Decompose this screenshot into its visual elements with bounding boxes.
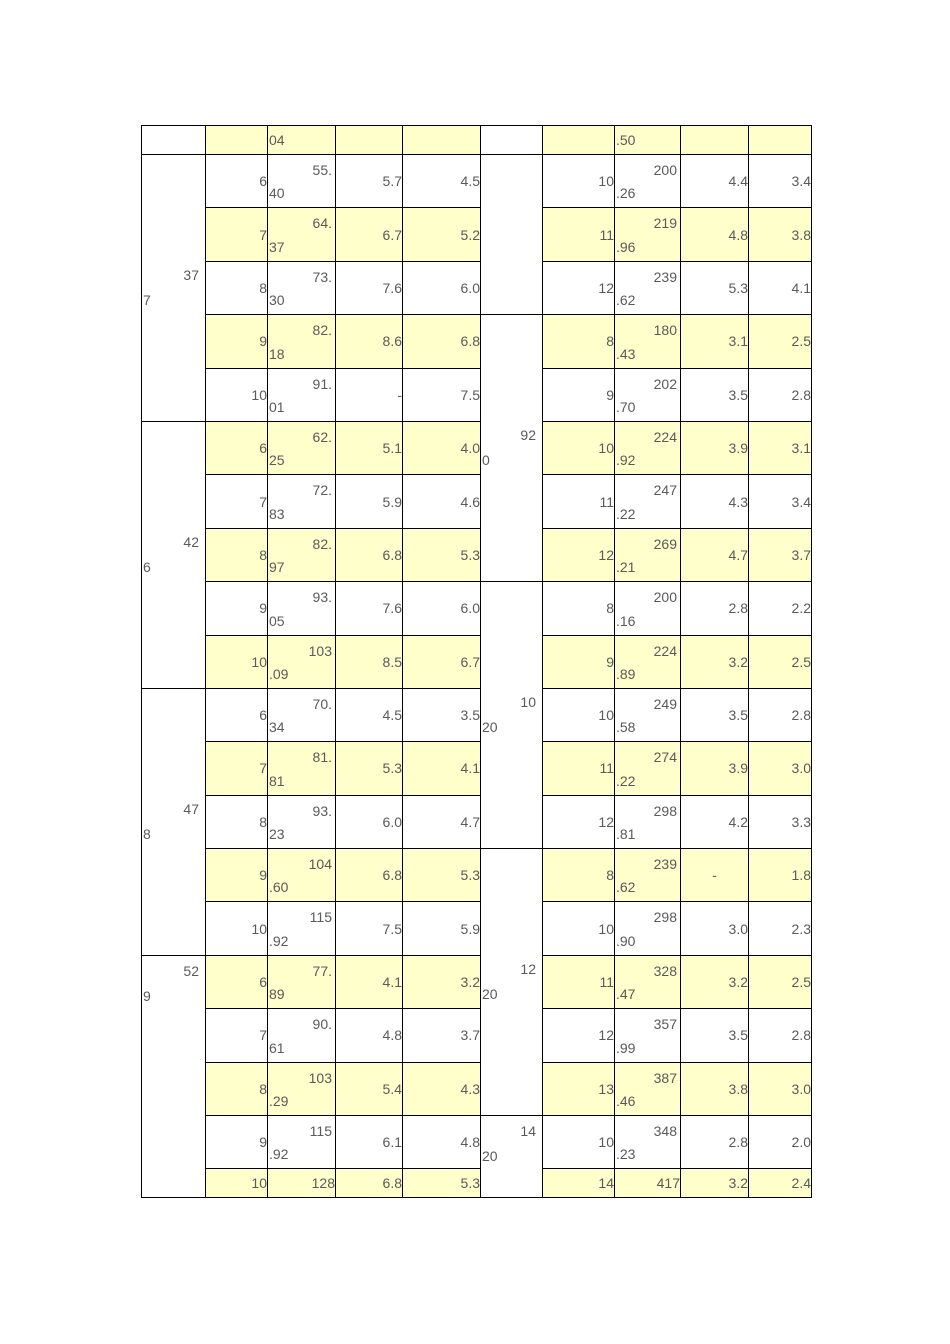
cell: 8 (206, 261, 268, 314)
cell: 3.1 (749, 421, 812, 474)
weight-cell: 72. 83 (268, 475, 336, 528)
cell: 4.1 (749, 261, 812, 314)
table-row (142, 849, 812, 902)
weight-cell: 298 .90 (615, 902, 681, 955)
cell: 3.5 (403, 688, 481, 741)
weight-cell: 224 .92 (615, 421, 681, 474)
table-row (142, 688, 812, 741)
weight-cell: 224 .89 (615, 635, 681, 688)
weight-cell: .50 (615, 126, 681, 155)
cell: 8 (206, 528, 268, 581)
group-cell: 47 8 (142, 688, 206, 955)
cell: 7 (206, 208, 268, 261)
weight-cell: 103 .09 (268, 635, 336, 688)
weight-cell: 200 .16 (615, 582, 681, 635)
cell: 6.8 (336, 528, 403, 581)
cell: 4.1 (336, 955, 403, 1008)
cell: 5.1 (336, 421, 403, 474)
group-cell: 10 20 (481, 582, 543, 849)
cell: 11 (543, 208, 615, 261)
cell: 12 (543, 795, 615, 848)
group-cell (481, 155, 543, 315)
cell: - (681, 849, 749, 902)
cell: 10 (206, 902, 268, 955)
cell: 3.7 (749, 528, 812, 581)
data-table (141, 125, 812, 1198)
cell: 2.0 (749, 1116, 812, 1169)
cell: 9 (206, 315, 268, 368)
table-row (142, 1009, 812, 1062)
cell: 6.8 (336, 849, 403, 902)
group-cell: 37 7 (142, 155, 206, 422)
weight-cell: 328 .47 (615, 955, 681, 1008)
cell: 2.8 (681, 582, 749, 635)
weight-cell: 81. 81 (268, 742, 336, 795)
cell: 3.4 (749, 155, 812, 208)
weight-cell: 348 .23 (615, 1116, 681, 1169)
weight-cell: 249 .58 (615, 688, 681, 741)
cell: 8.6 (336, 315, 403, 368)
group-cell: 12 20 (481, 849, 543, 1116)
cell: 4.6 (403, 475, 481, 528)
cell (749, 126, 812, 155)
cell: 11 (543, 955, 615, 1008)
cell (543, 126, 615, 155)
cell: 6 (206, 155, 268, 208)
weight-cell: 91. 01 (268, 368, 336, 421)
cell: 3.3 (749, 795, 812, 848)
table-row (142, 261, 812, 314)
cell: 8 (543, 582, 615, 635)
weight-cell: 82. 18 (268, 315, 336, 368)
cell: 14 (543, 1169, 615, 1198)
cell (142, 126, 206, 155)
weight-cell: 70. 34 (268, 688, 336, 741)
weight-cell: 93. 05 (268, 582, 336, 635)
weight-cell: 77. 89 (268, 955, 336, 1008)
table-row (142, 902, 812, 955)
weight-cell: 82. 97 (268, 528, 336, 581)
cell: 6.8 (403, 315, 481, 368)
cell: 128 (268, 1169, 336, 1198)
weight-cell: 73. 30 (268, 261, 336, 314)
cell: 6.0 (336, 795, 403, 848)
group-cell: 52 9 (142, 955, 206, 1198)
cell: 3.9 (681, 421, 749, 474)
cell: 2.5 (749, 635, 812, 688)
cell: 5.4 (336, 1062, 403, 1115)
weight-cell: 180 .43 (615, 315, 681, 368)
cell: 4.5 (336, 688, 403, 741)
cell: 4.8 (681, 208, 749, 261)
cell: 7.6 (336, 261, 403, 314)
cell: 5.9 (336, 475, 403, 528)
weight-cell: 93. 23 (268, 795, 336, 848)
cell: 3.8 (749, 208, 812, 261)
cell (481, 126, 543, 155)
weight-cell: 239 .62 (615, 849, 681, 902)
cell: 2.3 (749, 902, 812, 955)
weight-cell: 55. 40 (268, 155, 336, 208)
cell: 5.9 (403, 902, 481, 955)
cell: 3.0 (749, 742, 812, 795)
cell: 8 (206, 795, 268, 848)
weight-cell: 104 .60 (268, 849, 336, 902)
cell: 5.3 (403, 528, 481, 581)
cell: 11 (543, 742, 615, 795)
cell: 9 (206, 849, 268, 902)
table-row (142, 528, 812, 581)
weight-cell: 200 .26 (615, 155, 681, 208)
cell: 1.8 (749, 849, 812, 902)
cell (403, 126, 481, 155)
weight-cell: 04 (268, 126, 336, 155)
weight-cell: 239 .62 (615, 261, 681, 314)
table-row (142, 1116, 812, 1169)
cell: 4.0 (403, 421, 481, 474)
weight-cell: 219 .96 (615, 208, 681, 261)
weight-cell: 269 .21 (615, 528, 681, 581)
cell: 4.7 (681, 528, 749, 581)
cell: 7.5 (336, 902, 403, 955)
cell: 4.5 (403, 155, 481, 208)
cell: 2.2 (749, 582, 812, 635)
cell: 4.8 (336, 1009, 403, 1062)
cell: 3.2 (681, 955, 749, 1008)
cell: 10 (206, 1169, 268, 1198)
weight-cell: 90. 61 (268, 1009, 336, 1062)
table-row (142, 582, 812, 635)
cell: 4.3 (681, 475, 749, 528)
cell: 4.1 (403, 742, 481, 795)
cell: 3.5 (681, 368, 749, 421)
weight-cell: 64. 37 (268, 208, 336, 261)
cell: 417 (615, 1169, 681, 1198)
cell: 5.3 (681, 261, 749, 314)
table-row (142, 475, 812, 528)
cell: 7 (206, 475, 268, 528)
cell: 3.7 (403, 1009, 481, 1062)
cell: 9 (543, 635, 615, 688)
cell (681, 126, 749, 155)
cell: 6.7 (403, 635, 481, 688)
cell: 12 (543, 528, 615, 581)
cell: 3.5 (681, 1009, 749, 1062)
cell: 5.3 (403, 849, 481, 902)
cell: 7 (206, 742, 268, 795)
cell: 12 (543, 1009, 615, 1062)
cell: 5.2 (403, 208, 481, 261)
cell: 7.5 (403, 368, 481, 421)
cell: 5.3 (336, 742, 403, 795)
table-row (142, 742, 812, 795)
cell: 6 (206, 955, 268, 1008)
cell: 10 (543, 155, 615, 208)
cell: 10 (543, 902, 615, 955)
cell: 7 (206, 1009, 268, 1062)
cell: 4.8 (403, 1116, 481, 1169)
table-row (142, 315, 812, 368)
cell: 11 (543, 475, 615, 528)
group-cell: 42 6 (142, 421, 206, 688)
cell: 4.4 (681, 155, 749, 208)
cell: 10 (206, 635, 268, 688)
cell: 2.4 (749, 1169, 812, 1198)
cell: 3.0 (681, 902, 749, 955)
cell: 7.6 (336, 582, 403, 635)
weight-cell: 115 .92 (268, 1116, 336, 1169)
cell: 6.0 (403, 582, 481, 635)
table-row (142, 368, 812, 421)
cell: 8 (543, 849, 615, 902)
cell: 6.7 (336, 208, 403, 261)
cell: 5.7 (336, 155, 403, 208)
group-cell: 92 0 (481, 315, 543, 582)
cell: 3.5 (681, 688, 749, 741)
cell: 4.3 (403, 1062, 481, 1115)
cell: 8 (206, 1062, 268, 1115)
weight-cell: 115 .92 (268, 902, 336, 955)
table-row (142, 955, 812, 1008)
cell: 10 (543, 688, 615, 741)
cell: 8.5 (336, 635, 403, 688)
cell: 3.1 (681, 315, 749, 368)
cell: 6.1 (336, 1116, 403, 1169)
weight-cell: 298 .81 (615, 795, 681, 848)
weight-cell: 387 .46 (615, 1062, 681, 1115)
table-row (142, 155, 812, 208)
weight-cell: 62. 25 (268, 421, 336, 474)
cell: 3.9 (681, 742, 749, 795)
cell: 8 (543, 315, 615, 368)
table-row (142, 635, 812, 688)
cell: 6 (206, 421, 268, 474)
cell: 2.8 (681, 1116, 749, 1169)
cell: 13 (543, 1062, 615, 1115)
cell: 6.8 (336, 1169, 403, 1198)
cell: 9 (206, 1116, 268, 1169)
cell: 3.0 (749, 1062, 812, 1115)
cell: 2.8 (749, 688, 812, 741)
cell: 6 (206, 688, 268, 741)
weight-cell: 274 .22 (615, 742, 681, 795)
group-cell: 14 20 (481, 1116, 543, 1198)
table-row (142, 1169, 812, 1198)
cell: 2.8 (749, 1009, 812, 1062)
cell: 3.4 (749, 475, 812, 528)
table-row (142, 126, 812, 155)
table-row (142, 208, 812, 261)
weight-cell: 247 .22 (615, 475, 681, 528)
weight-cell: 357 .99 (615, 1009, 681, 1062)
cell: 9 (543, 368, 615, 421)
cell: 3.2 (681, 1169, 749, 1198)
cell: 9 (206, 582, 268, 635)
cell: 4.2 (681, 795, 749, 848)
cell: 10 (543, 421, 615, 474)
cell: 5.3 (403, 1169, 481, 1198)
cell: 6.0 (403, 261, 481, 314)
cell: - (336, 368, 403, 421)
table-row (142, 1062, 812, 1115)
weight-cell: 103 .29 (268, 1062, 336, 1115)
cell (206, 126, 268, 155)
table-row (142, 421, 812, 474)
cell (336, 126, 403, 155)
cell: 4.7 (403, 795, 481, 848)
cell: 2.8 (749, 368, 812, 421)
cell: 12 (543, 261, 615, 314)
cell: 2.5 (749, 315, 812, 368)
cell: 3.2 (681, 635, 749, 688)
cell: 10 (543, 1116, 615, 1169)
weight-cell: 202 .70 (615, 368, 681, 421)
cell: 2.5 (749, 955, 812, 1008)
cell: 3.8 (681, 1062, 749, 1115)
table-row (142, 795, 812, 848)
cell: 10 (206, 368, 268, 421)
cell: 3.2 (403, 955, 481, 1008)
